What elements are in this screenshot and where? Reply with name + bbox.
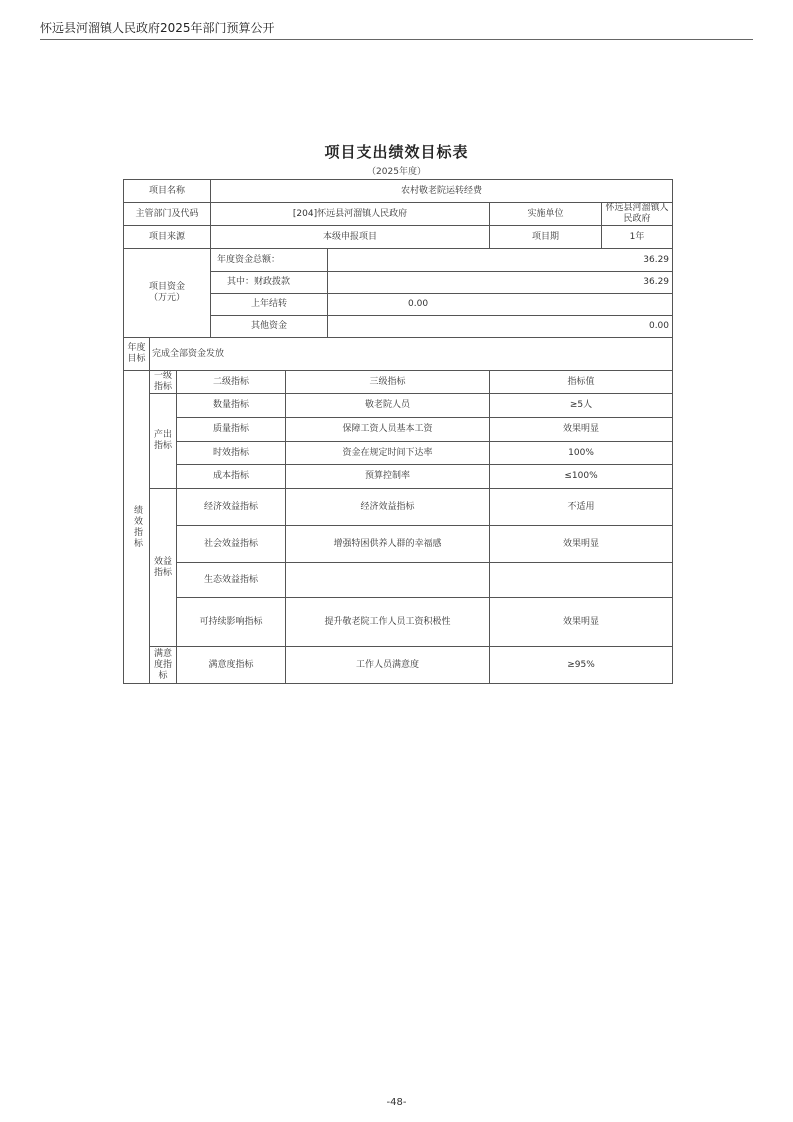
level2-cell: 时效指标	[177, 442, 286, 465]
level3-cell: 提升敬老院工作人员工资积极性	[286, 598, 490, 647]
level2-cell: 经济效益指标	[177, 489, 286, 526]
level3-cell	[286, 563, 490, 598]
table-row	[124, 371, 673, 394]
level2-cell: 可持续影响指标	[177, 598, 286, 647]
perf-indicator-label: 绩效指标	[124, 371, 150, 684]
value-cell: ≥5人	[490, 394, 673, 418]
value-cell: 100%	[490, 442, 673, 465]
project-name-value: 农村敬老院运转经费	[211, 180, 673, 203]
table-row	[124, 249, 673, 272]
period-value: 1年	[629, 231, 645, 242]
value-cell: ≥95%	[490, 647, 673, 684]
funds-other-label: 其他资金	[211, 316, 328, 338]
unit-value: 怀远县河溜镇人民政府	[605, 203, 669, 224]
document-year: （2025年度）	[367, 167, 426, 177]
funds-total-value: 36.29	[328, 249, 673, 272]
document-title: 项目支出绩效目标表	[324, 143, 469, 161]
table-row	[124, 418, 673, 442]
funds-other-value: 0.00	[328, 316, 673, 338]
table-row	[124, 465, 673, 489]
level2-header: 二级指标	[177, 371, 286, 394]
funds-fiscal-label: 其中：财政拨款	[211, 272, 328, 294]
source-label: 项目来源	[124, 226, 211, 249]
output-indicator-label: 产出指标	[150, 394, 177, 489]
page-number: -48-	[386, 1097, 407, 1108]
funds-total-label: 年度资金总额：	[211, 249, 328, 272]
level2-cell: 满意度指标	[177, 647, 286, 684]
level1-header: 一级指标	[150, 371, 177, 394]
annual-goal-label: 年度目标	[124, 338, 150, 371]
funds-carry-value: 0.00	[328, 294, 673, 316]
table-row	[124, 338, 673, 371]
level3-cell: 保障工资人员基本工资	[286, 418, 490, 442]
unit-label: 实施单位	[490, 203, 602, 225]
level2-cell: 生态效益指标	[177, 563, 286, 598]
level2-cell: 数量指标	[177, 394, 286, 418]
project-name-label: 项目名称	[124, 180, 211, 203]
level3-cell: 工作人员满意度	[286, 647, 490, 684]
level2-cell: 质量指标	[177, 418, 286, 442]
level2-cell: 社会效益指标	[177, 526, 286, 563]
period-label: 项目期	[490, 226, 602, 248]
table-row	[124, 563, 673, 598]
value-cell: 效果明显	[490, 418, 673, 442]
table-row	[124, 647, 673, 684]
unit-cell	[490, 203, 673, 226]
header-divider	[40, 39, 753, 40]
satisfaction-indicator-label: 满意度指标	[150, 647, 177, 684]
table-row	[124, 226, 673, 249]
page-header-title: 怀远县河溜镇人民政府2025年部门预算公开	[40, 21, 275, 35]
table-row	[124, 180, 673, 203]
table-row	[124, 203, 673, 226]
table-row	[124, 598, 673, 647]
level3-cell: 资金在规定时间下达率	[286, 442, 490, 465]
value-cell	[490, 563, 673, 598]
level2-cell: 成本指标	[177, 465, 286, 489]
value-cell: ≤100%	[490, 465, 673, 489]
level3-header: 三级指标	[286, 371, 490, 394]
value-cell: 效果明显	[490, 598, 673, 647]
funds-fiscal-value: 36.29	[328, 272, 673, 294]
dept-value: [204]怀远县河溜镇人民政府	[211, 203, 490, 226]
value-cell: 效果明显	[490, 526, 673, 563]
funds-label: 项目资金 （万元）	[124, 249, 211, 338]
value-header: 指标值	[490, 371, 673, 394]
table-row	[124, 489, 673, 526]
value-cell: 不适用	[490, 489, 673, 526]
level3-cell: 增强特困供养人群的幸福感	[286, 526, 490, 563]
table-row	[124, 526, 673, 563]
dept-label: 主管部门及代码	[124, 203, 211, 226]
table-row	[124, 442, 673, 465]
benefit-indicator-label: 效益指标	[150, 489, 177, 647]
annual-goal-value: 完成全部资金发放	[150, 338, 673, 371]
source-value: 本级申报项目	[211, 226, 490, 249]
period-cell	[490, 226, 673, 249]
performance-target-table	[123, 179, 673, 684]
level3-cell: 预算控制率	[286, 465, 490, 489]
funds-carry-label: 上年结转	[211, 294, 328, 316]
level3-cell: 敬老院人员	[286, 394, 490, 418]
table-row	[124, 394, 673, 418]
level3-cell: 经济效益指标	[286, 489, 490, 526]
